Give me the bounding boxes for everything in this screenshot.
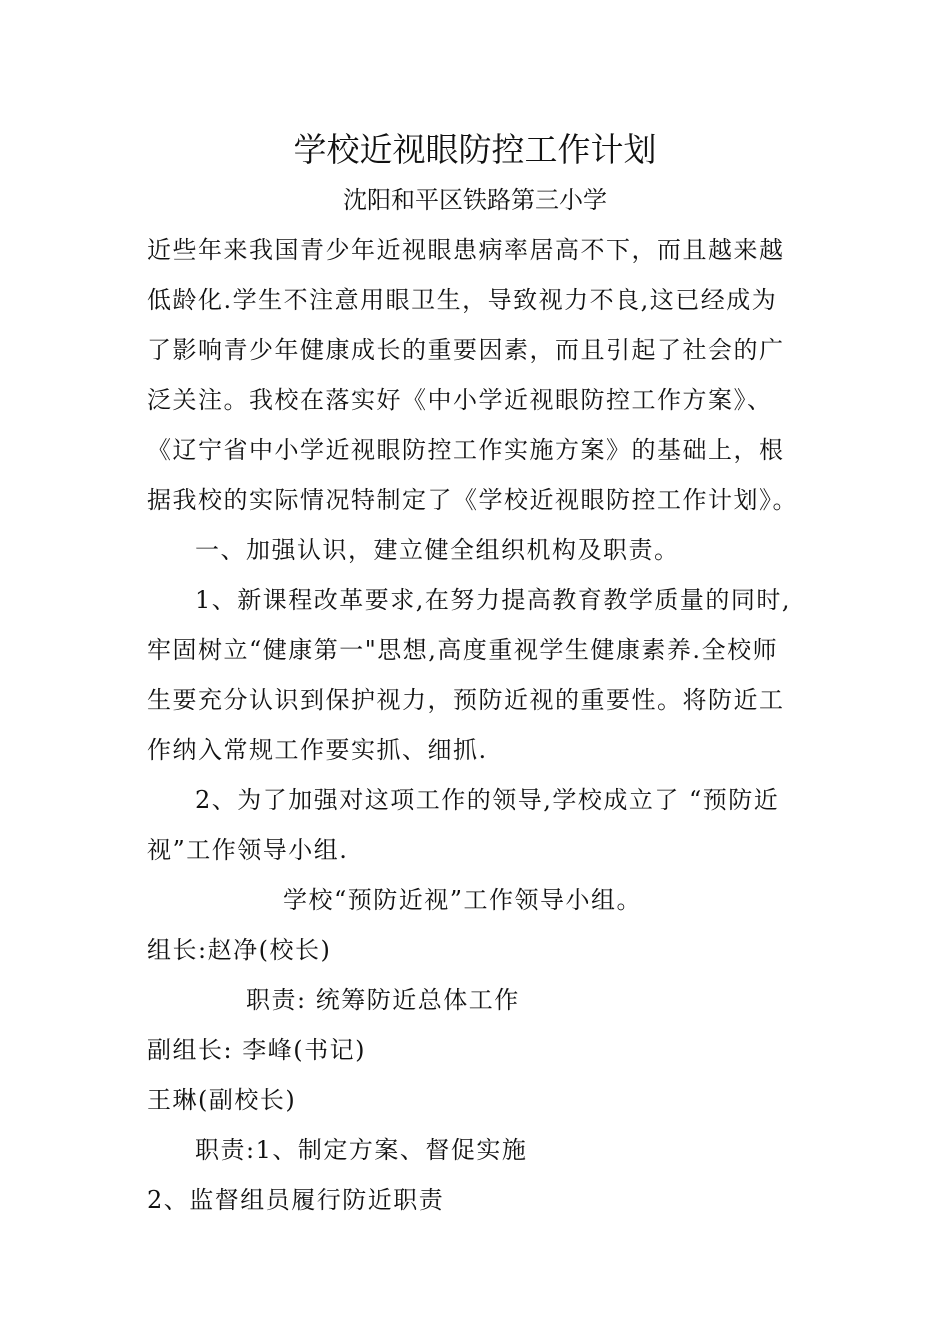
paragraph-line: 生要充分认识到保护视力，预防近视的重要性。将防近工 xyxy=(147,686,785,714)
paragraph-line: 据我校的实际情况特制定了《学校近视眼防控工作计划》。 xyxy=(147,486,798,514)
duty-line: 职责:1、制定方案、督促实施 xyxy=(195,1136,528,1164)
paragraph-line: 泛关注。我校在落实好《中小学近视眼防控工作方案》、 xyxy=(147,386,773,414)
member-line: 副组长: 李峰(书记) xyxy=(147,1036,366,1064)
paragraph-line: 了影响青少年健康成长的重要因素，而且引起了社会的广 xyxy=(147,336,785,364)
paragraph-line: 低龄化.学生不注意用眼卫生，导致视力不良,这已经成为 xyxy=(147,286,778,314)
paragraph-line: 1、新课程改革要求,在努力提高教育教学质量的同时, xyxy=(195,586,792,614)
document-subtitle: 沈阳和平区铁路第三小学 xyxy=(343,186,607,214)
paragraph-line: 近些年来我国青少年近视眼患病率居高不下，而且越来越 xyxy=(147,236,785,264)
paragraph-line: 《辽宁省中小学近视眼防控工作实施方案》的基础上，根 xyxy=(147,436,785,464)
section-heading: 一、加强认识，建立健全组织机构及职责。 xyxy=(195,536,680,564)
member-line: 王琳(副校长) xyxy=(147,1086,297,1114)
paragraph-line: 视”工作领导小组. xyxy=(147,836,349,864)
paragraph-line: 作纳入常规工作要实抓、细抓. xyxy=(147,736,488,764)
paragraph-line: 牢固树立“健康第一"思想,高度重视学生健康素养.全校师 xyxy=(147,636,779,664)
paragraph-line: 2、为了加强对这项工作的领导,学校成立了 “预防近 xyxy=(195,786,780,814)
duty-line: 职责: 统筹防近总体工作 xyxy=(246,986,520,1014)
duty-line: 2、监督组员履行防近职责 xyxy=(147,1186,445,1214)
document-title: 学校近视眼防控工作计划 xyxy=(293,130,657,169)
member-line: 组长:赵净(校长) xyxy=(147,936,332,964)
group-heading: 学校“预防近视”工作领导小组。 xyxy=(283,886,643,914)
